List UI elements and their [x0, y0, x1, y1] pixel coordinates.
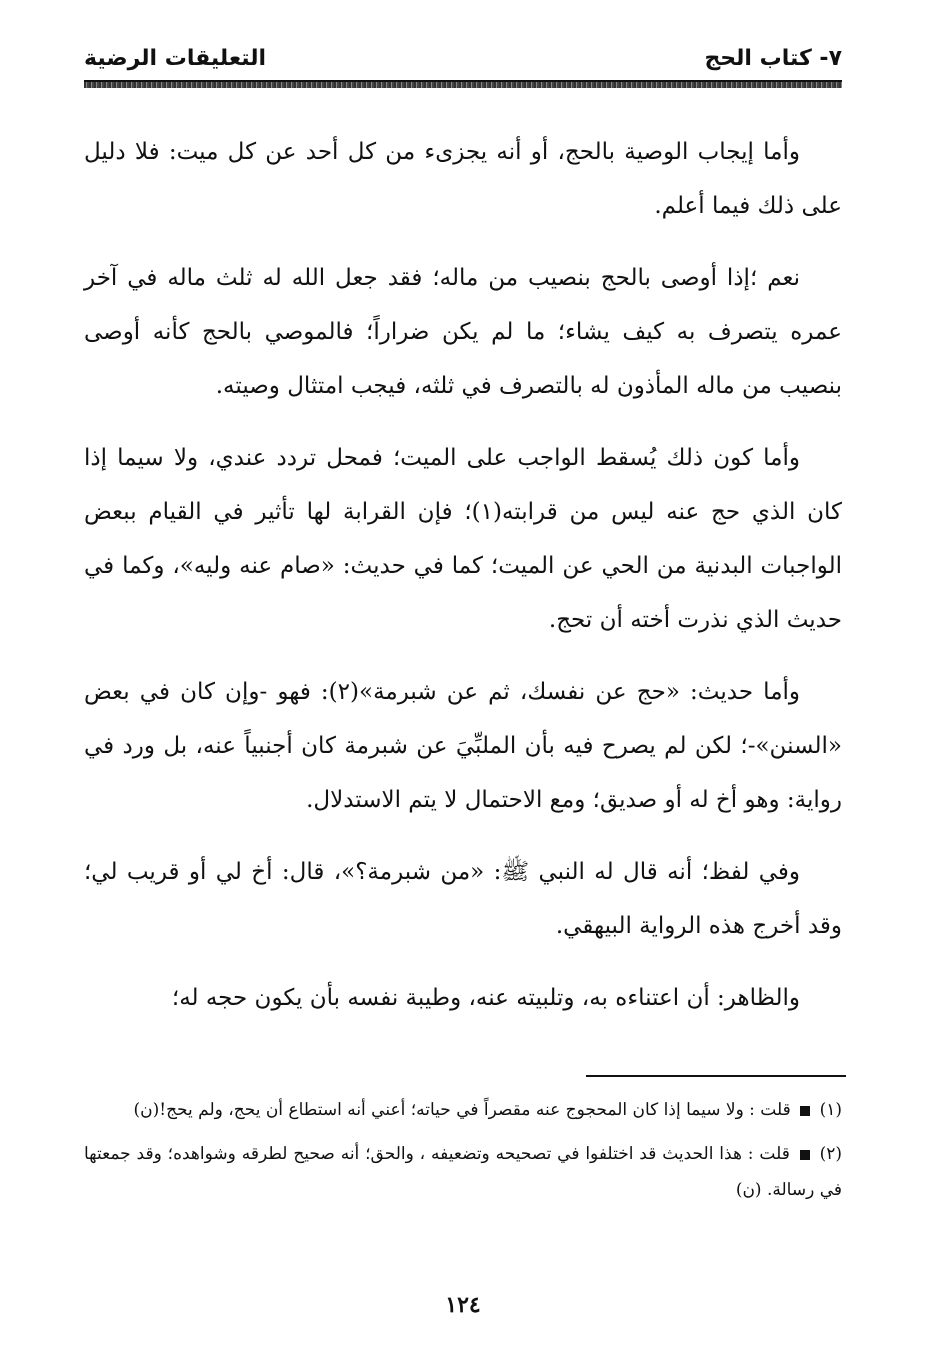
- footnotes: [84, 1092, 842, 1216]
- book-title: التعليقات الرضية: [84, 46, 267, 71]
- footnote-number: (١): [819, 1100, 842, 1120]
- paragraph-text: وفي لفظ؛ أنه قال له النبي ﷺ: «من شبرمة؟»، قال: أخ لي أو قريب لي؛ وقد أخرج هذه الرواية البيهقي.: [84, 859, 842, 939]
- paragraph: [84, 251, 842, 413]
- paragraph: [84, 845, 842, 953]
- running-header: [84, 40, 842, 80]
- paragraph-text: نعم ؛إذا أوصى بالحج بنصيب من ماله؛ فقد جعل الله له ثلث ماله في آخر عمره يتصرف به كيف يشاء؛ ما لم يكن ضراراً؛ فالموصي بالحج كأنه أوصى بنصيب من ماله المأذون له بالتصرف في ثلثه، فيجب امتثال وصيته.: [84, 265, 842, 399]
- paragraph: [84, 665, 842, 827]
- paragraph-text: وأما حديث: «حج عن نفسك، ثم عن شبرمة»(٢): فهو -وإن كان في بعض «السنن»-؛ لكن لم يصرح فيه بأن الملبِّيَ عن شبرمة كان أجنبياً عنه، بل ورد في رواية: وهو أخ له أو صديق؛ ومع الاحتمال لا يتم الاستدلال.: [84, 679, 842, 813]
- footnote-text: قلت : هذا الحديث قد اختلفوا في تصحيحه وتضعيفه ، والحق؛ أنه صحيح لطرقه وشواهده؛ وقد جمعتها في رسالة. (ن): [84, 1144, 842, 1200]
- chapter-title: ٧- كتاب الحج: [704, 46, 842, 71]
- footnote: [84, 1092, 842, 1128]
- footnote-text: قلت : ولا سيما إذا كان المحجوج عنه مقصراً في حياته؛ أعني أنه استطاع أن يحج، ولم يحج!(ن): [133, 1100, 791, 1120]
- page-number: ١٢٤: [445, 1292, 481, 1318]
- header-divider: [84, 80, 842, 88]
- main-text: [84, 125, 842, 1043]
- paragraph: [84, 431, 842, 647]
- square-bullet-icon: [800, 1150, 810, 1160]
- footnote: [84, 1136, 842, 1208]
- paragraph: [84, 971, 842, 1025]
- paragraph-text: وأما كون ذلك يُسقط الواجب على الميت؛ فمحل تردد عندي، ولا سيما إذا كان الذي حج عنه ليس من قرابته(١)؛ فإن القرابة لها تأثير في القيام ببعض الواجبات البدنية من الحي عن الميت؛ كما في حديث: «صام عنه وليه»، وكما في حديث الذي نذرت أخته أن تحج.: [84, 445, 842, 633]
- paragraph-text: وأما إيجاب الوصية بالحج، أو أنه يجزىء من كل أحد عن كل ميت: فلا دليل على ذلك فيما أعلم.: [84, 139, 842, 219]
- paragraph: [84, 125, 842, 233]
- square-bullet-icon: [800, 1106, 810, 1116]
- paragraph-text: والظاهر: أن اعتناءه به، وتلبيته عنه، وطيبة نفسه بأن يكون حجه له؛: [171, 985, 800, 1011]
- footnote-divider: [586, 1075, 846, 1077]
- footnote-number: (٢): [819, 1144, 843, 1164]
